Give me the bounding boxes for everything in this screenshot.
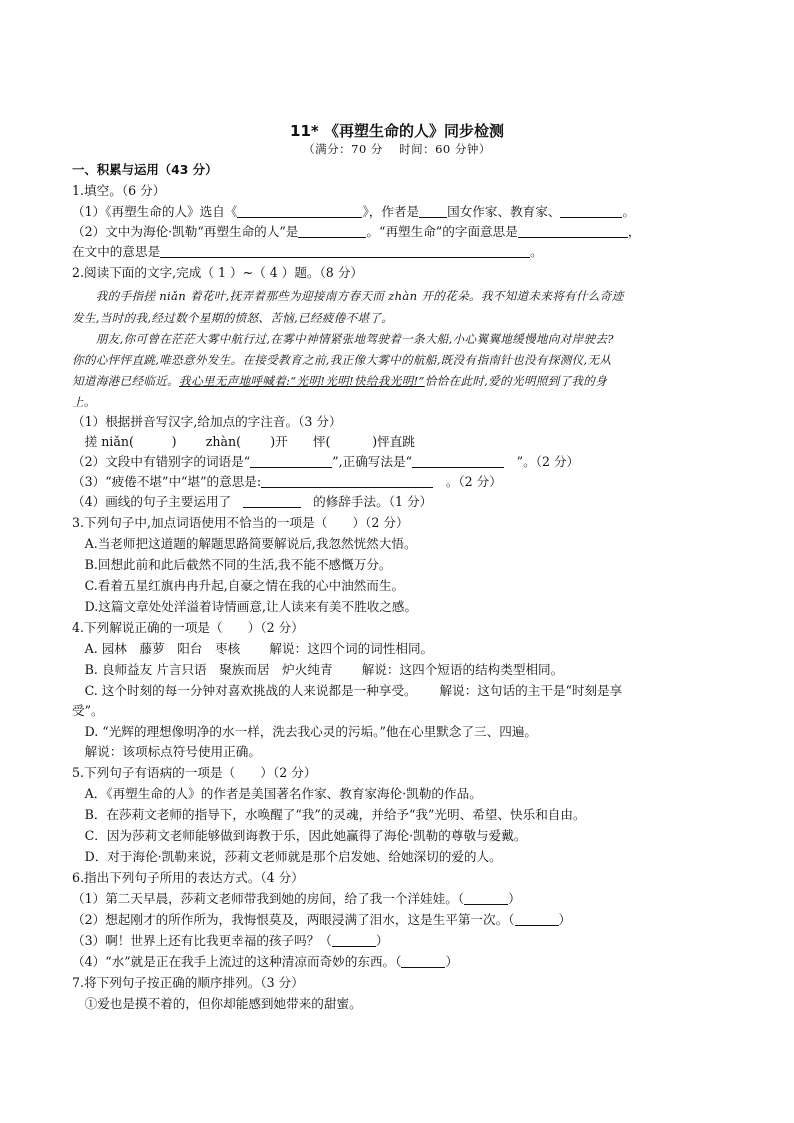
q2-heading: 2.阅读下面的文字,完成（ 1 ）~（ 4 ）题。（8 分） [72, 265, 364, 280]
option-c: C．因为莎莉文老师能够做到诲教于乐，因此她赢得了海伦·凯勒的尊敬与爱戴。 [72, 828, 527, 843]
answer-blank[interactable] [261, 474, 433, 488]
q2-sub1-items: 搓 niǎn( ) zhàn( )开 怦( )怦直跳 [72, 434, 415, 449]
q6-item: （4）“水”就是正在我手上流过的这种清凉而奇妙的东西。（ ） [72, 954, 459, 969]
option-b: B. 良师益友 片言只语 聚族而居 炉火纯青 解说：这四个短语的结构类型相同。 [72, 662, 564, 677]
answer-blank[interactable] [560, 204, 622, 218]
option-c-cont: 受”。 [72, 703, 104, 718]
answer-blank[interactable] [243, 494, 301, 508]
q2-sub4: （4）画线的句子主要运用了 的修辞手法。（1 分） [72, 494, 433, 509]
option-d: D.这篇文章处处洋溢着诗情画意,让人读来有美不胜收之感。 [72, 599, 418, 614]
underlined-sentence: 我心里无声地呼喊着:“光明!光明!快给我光明!” [179, 374, 425, 388]
option-a: A.当老师把这道题的解题思路简要解说后,我忽然恍然大悟。 [72, 536, 417, 551]
answer-blank[interactable] [515, 912, 559, 926]
answer-blank[interactable] [237, 204, 362, 218]
answer-blank[interactable] [412, 454, 504, 468]
option-c: C. 这个时刻的每一分钟对喜欢挑战的人来说都是一种享受。 解说：这句话的主干是“时刻是享 [72, 683, 623, 698]
q6-item: （1）第二天早晨，莎莉文老师带我到她的房间，给了我一个洋娃娃。（ ） [72, 891, 521, 906]
q6-item: （2）想起刚才的所作所为，我悔恨莫及，两眼浸满了泪水，这是生平第一次。（ ） [72, 912, 572, 927]
option-d: D. “光辉的理想像明净的水一样，洗去我心灵的污垢。”他在心里默念了三、四遍。 [72, 724, 538, 739]
q1-line2: （2）文中为海伦·凯勒“再塑生命的人”是 。“再塑生命”的字面意思是 ， [72, 224, 641, 239]
option-c: C.看着五星红旗冉冉升起,自豪之情在我的心中油然而生。 [72, 578, 405, 593]
q2-sub3: （3）“疲倦不堪”中“堪”的意思是: 。（2 分） [72, 474, 502, 489]
q2-sub2: （2）文段中有错别字的词语是“ ”,正确写法是“ ”。（2 分） [72, 454, 580, 469]
answer-blank[interactable] [464, 891, 508, 905]
q3-heading: 3.下列句子中,加点词语使用不恰当的一项是（ ）（2 分） [72, 515, 409, 530]
passage-line: 上。 [72, 395, 96, 409]
answer-blank[interactable] [332, 933, 376, 947]
answer-blank[interactable] [160, 244, 530, 258]
q1-line3: 在文中的意思是 。 [72, 244, 543, 259]
page-subtitle: （满分：70 分 时间：60 分钟） [303, 142, 491, 156]
q6-item: （3）啊！世界上还有比我更幸福的孩子吗？（ ） [72, 933, 389, 948]
q7-sentence: ①爱也是摸不着的，但你却能感到她带来的甜蜜。 [72, 996, 362, 1011]
passage-line: 我的手指搓 niǎn 着花叶,抚弄着那些为迎接南方春天而 zhàn 开的花朵。我不知道未来将有什么奇迹 [72, 289, 624, 303]
option-d: D．对于海伦·凯勒来说，莎莉文老师就是那个启发她、给她深切的爱的人。 [72, 849, 502, 864]
answer-blank[interactable] [298, 224, 366, 238]
passage-line: 发生,当时的我,经过数个星期的愤怒、苦恼,已经疲倦不堪了。 [72, 311, 394, 325]
q2-sub1: （1）根据拼音写汉字,给加点的字注音。（3 分） [72, 414, 342, 429]
option-b: B．在莎莉文老师的指导下，水唤醒了“我”的灵魂，并给予“我”光明、希望、快乐和自由。 [72, 807, 586, 822]
passage-line: 你的心怦怦直跳,唯恐意外发生。在接受教育之前,我正像大雾中的航船,既没有指南针也没有探测仪,无从 [72, 353, 612, 367]
answer-blank[interactable] [419, 204, 447, 218]
passage-line: 知道海港已经临近。我心里无声地呼喊着:“光明!光明!快给我光明!”恰恰在此时,爱的光明照到了我的身 [72, 374, 608, 388]
option-a: A．《再塑生命的人》的作者是美国著名作家、教育家海伦·凯勒的作品。 [72, 786, 482, 801]
answer-blank[interactable] [518, 224, 628, 238]
q1-line1: （1）《再塑生命的人》选自《 》，作者是 国女作家、教育家、 。 [72, 204, 636, 219]
q5-heading: 5.下列句子有语病的一项是（ ）（2 分） [72, 765, 317, 780]
q4-heading: 4.下列解说正确的一项是（ ）（2 分） [72, 620, 304, 635]
answer-blank[interactable] [401, 954, 445, 968]
passage-line: 朋友,你可曾在茫茫大雾中航行过,在雾中神情紧张地驾驶着一条大船,小心翼翼地缓慢地向对岸驶去? [72, 332, 614, 346]
option-a: A. 园林 藤萝 阳台 枣核 解说：这四个词的词性相同。 [72, 641, 434, 656]
section-heading: 一、积累与运用（43 分） [72, 162, 218, 177]
page-title: 11* 《再塑生命的人》同步检测 [290, 122, 504, 140]
q6-heading: 6.指出下列句子所用的表达方式。（4 分） [72, 870, 304, 885]
q1-heading: 1.填空。（6 分） [72, 183, 166, 198]
answer-blank[interactable] [250, 454, 332, 468]
q7-heading: 7.将下列句子按正确的顺序排列。（3 分） [72, 975, 304, 990]
option-d-note: 解说：该项标点符号使用正确。 [72, 744, 261, 759]
option-b: B.回想此前和此后截然不同的生活,我不能不感慨万分。 [72, 557, 392, 572]
